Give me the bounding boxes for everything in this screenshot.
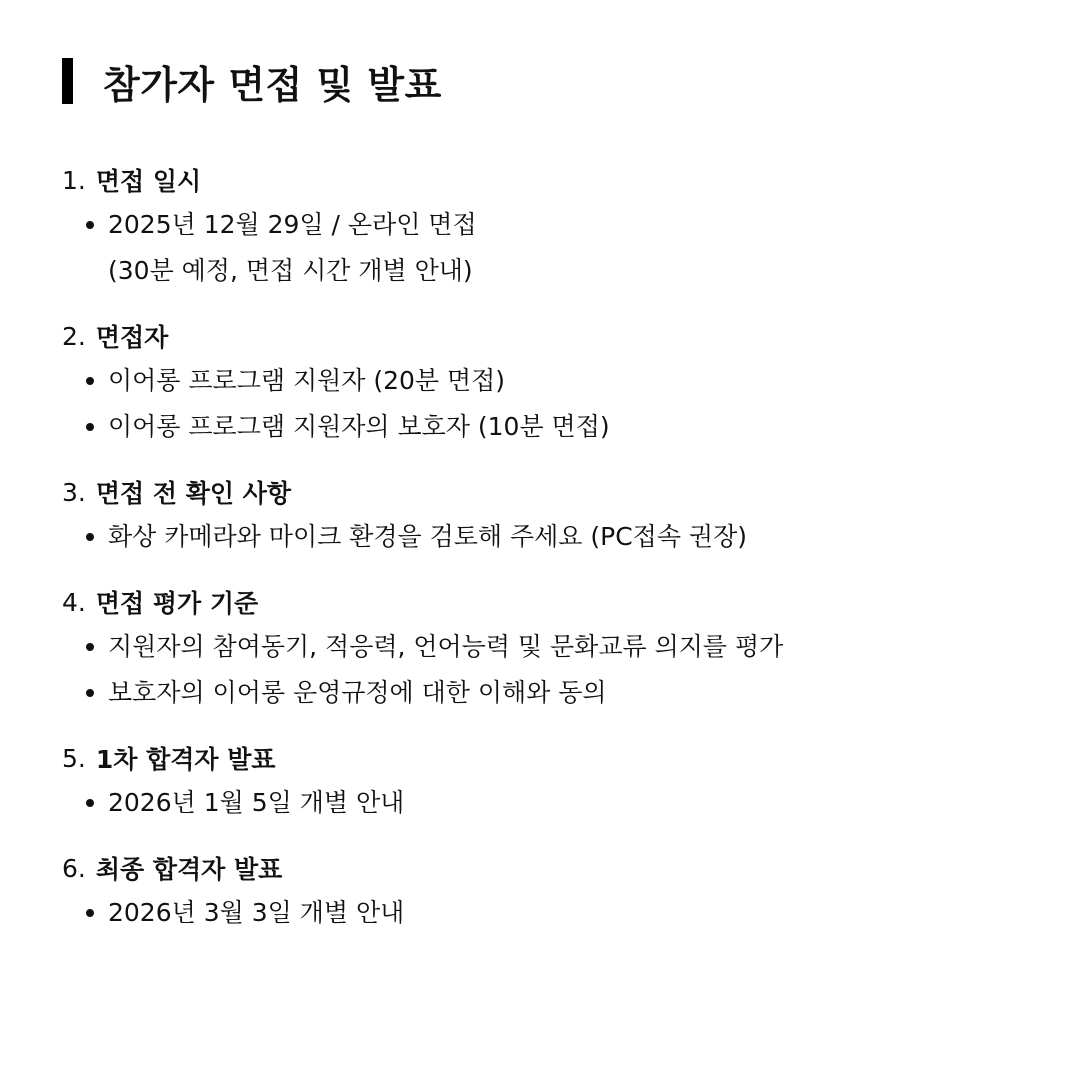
section-heading	[62, 848, 1022, 888]
list-item	[62, 358, 1022, 404]
section-list	[62, 160, 1022, 958]
section-pre-interview-checks	[62, 472, 1022, 560]
section-number: 4.	[62, 587, 86, 617]
bullet-list	[62, 890, 1022, 936]
bullet-list	[62, 780, 1022, 826]
list-item-text: 2026년 1월 5일 개별 안내	[108, 788, 405, 817]
section-heading	[62, 160, 1022, 200]
section-title: 1차 합격자 발표	[95, 745, 276, 774]
section-title: 면접 일시	[95, 167, 202, 196]
bullet-list	[62, 624, 1022, 716]
list-item-text: 2026년 3월 3일 개별 안내	[108, 898, 405, 927]
section-heading	[62, 316, 1022, 356]
page-title: 참가자 면접 및 발표	[103, 62, 442, 107]
section-title: 최종 합격자 발표	[95, 855, 283, 884]
bullet-list	[62, 514, 1022, 560]
list-item	[62, 670, 1022, 716]
title-accent-bar	[62, 58, 73, 104]
list-item-text: 지원자의 참여동기, 적응력, 언어능력 및 문화교류 의지를 평가	[108, 632, 784, 661]
section-number: 3.	[62, 477, 86, 507]
list-item-text: 이어롱 프로그램 지원자의 보호자 (10분 면접)	[108, 412, 610, 441]
bullet-dot-icon	[86, 533, 94, 541]
list-item-subtext: (30분 예정, 면접 시간 개별 안내)	[108, 256, 473, 285]
list-item	[62, 624, 1022, 670]
section-title: 면접 전 확인 사항	[95, 479, 292, 508]
bullet-dot-icon	[86, 221, 94, 229]
list-item-text: 보호자의 이어롱 운영규정에 대한 이해와 동의	[108, 678, 607, 707]
section-number: 2.	[62, 321, 86, 351]
bullet-dot-icon	[86, 643, 94, 651]
section-number: 6.	[62, 853, 86, 883]
list-item-text: 화상 카메라와 마이크 환경을 검토해 주세요 (PC접속 권장)	[108, 522, 747, 551]
list-item	[62, 514, 1022, 560]
list-item-text: 2025년 12월 29일 / 온라인 면접	[108, 210, 477, 239]
bullet-list	[62, 202, 1022, 294]
list-item	[62, 202, 1022, 294]
bullet-dot-icon	[86, 423, 94, 431]
list-item	[62, 780, 1022, 826]
section-heading	[62, 472, 1022, 512]
section-number: 5.	[62, 743, 86, 773]
list-item-text: 이어롱 프로그램 지원자 (20분 면접)	[108, 366, 506, 395]
section-title: 면접 평가 기준	[95, 589, 259, 618]
bullet-dot-icon	[86, 909, 94, 917]
section-evaluation-criteria	[62, 582, 1022, 716]
bullet-dot-icon	[86, 689, 94, 697]
section-number: 1.	[62, 165, 86, 195]
page-header	[62, 56, 442, 106]
bullet-list	[62, 358, 1022, 450]
section-interview-schedule	[62, 160, 1022, 294]
section-heading	[62, 582, 1022, 622]
list-item	[62, 404, 1022, 450]
section-first-round-results	[62, 738, 1022, 826]
section-heading	[62, 738, 1022, 778]
section-final-results	[62, 848, 1022, 936]
list-item	[62, 890, 1022, 936]
section-interviewees	[62, 316, 1022, 450]
bullet-dot-icon	[86, 799, 94, 807]
bullet-dot-icon	[86, 377, 94, 385]
section-title: 면접자	[95, 323, 169, 352]
